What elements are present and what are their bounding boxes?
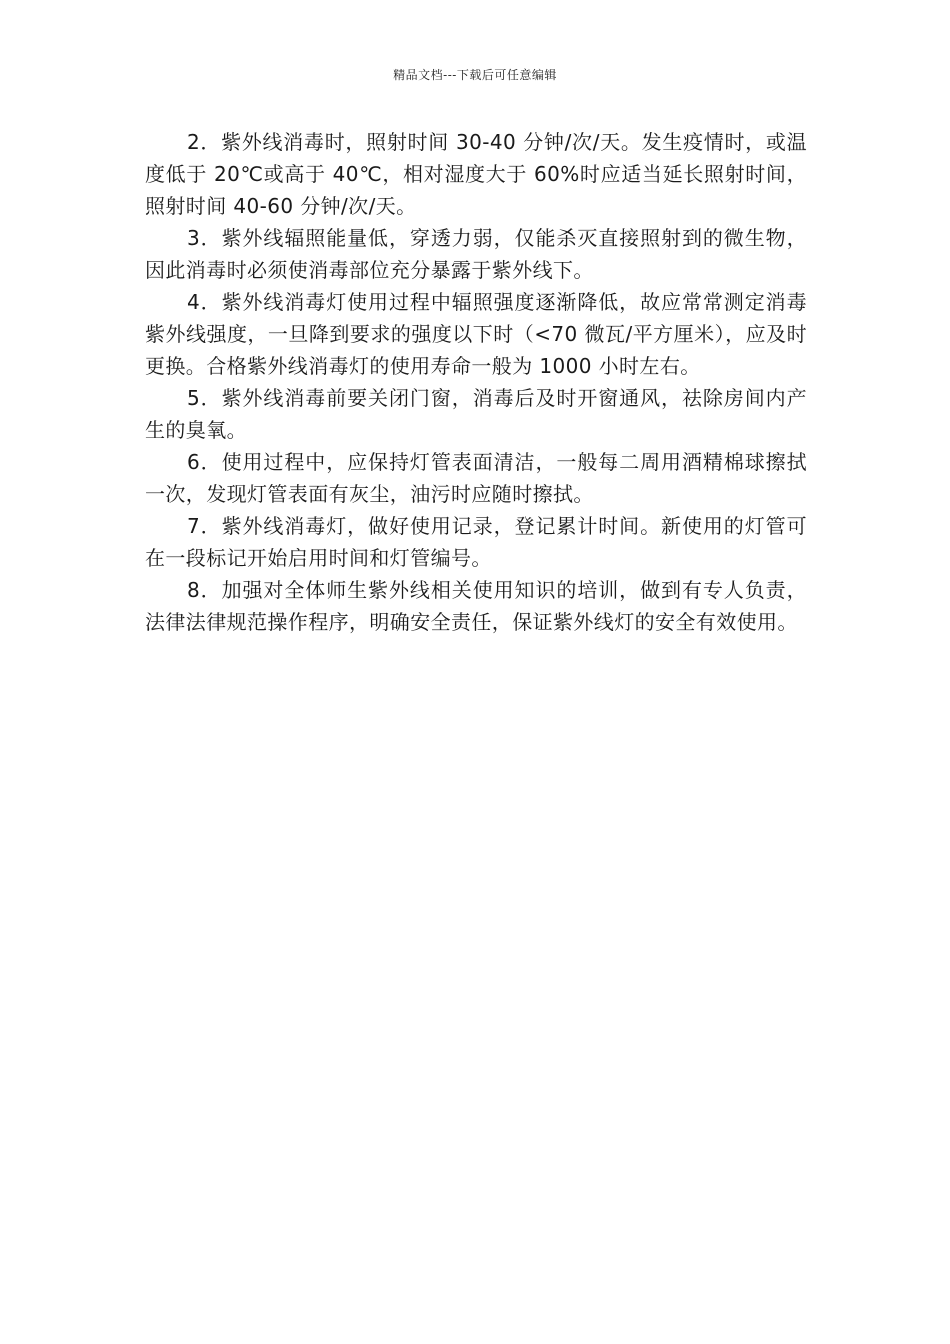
paragraph-item-3: 3．紫外线辐照能量低，穿透力弱，仅能杀灭直接照射到的微生物，因此消毒时必须使消毒部位充分暴露于紫外线下。 [145,226,807,282]
paragraph-item-2: 2．紫外线消毒时，照射时间 30-40 分钟/次/天。发生疫情时，或温度低于 20℃或高于 40℃，相对湿度大于 60%时应适当延长照射时间，照射时间 40-60 分钟/次/天。 [145,130,807,218]
paragraph-item-4: 4．紫外线消毒灯使用过程中辐照强度逐渐降低，故应常常测定消毒紫外线强度，一旦降到要求的强度以下时（<70 微瓦/平方厘米），应及时更换。合格紫外线消毒灯的使用寿命一般为 1000 小时左右。 [145,290,807,378]
page-header: 精品文档---下载后可任意编辑 [393,68,557,82]
document-body [145,126,807,638]
paragraph-item-7: 7．紫外线消毒灯，做好使用记录，登记累计时间。新使用的灯管可在一段标记开始启用时间和灯管编号。 [145,514,807,570]
paragraph-item-6: 6．使用过程中，应保持灯管表面清洁，一般每二周用酒精棉球擦拭一次，发现灯管表面有灰尘，油污时应随时擦拭。 [145,450,807,506]
paragraph-item-5: 5．紫外线消毒前要关闭门窗，消毒后及时开窗通风，祛除房间内产生的臭氧。 [145,386,807,442]
paragraph-item-8: 8．加强对全体师生紫外线相关使用知识的培训，做到有专人负责，法律法律规范操作程序，明确安全责任，保证紫外线灯的安全有效使用。 [145,578,807,634]
